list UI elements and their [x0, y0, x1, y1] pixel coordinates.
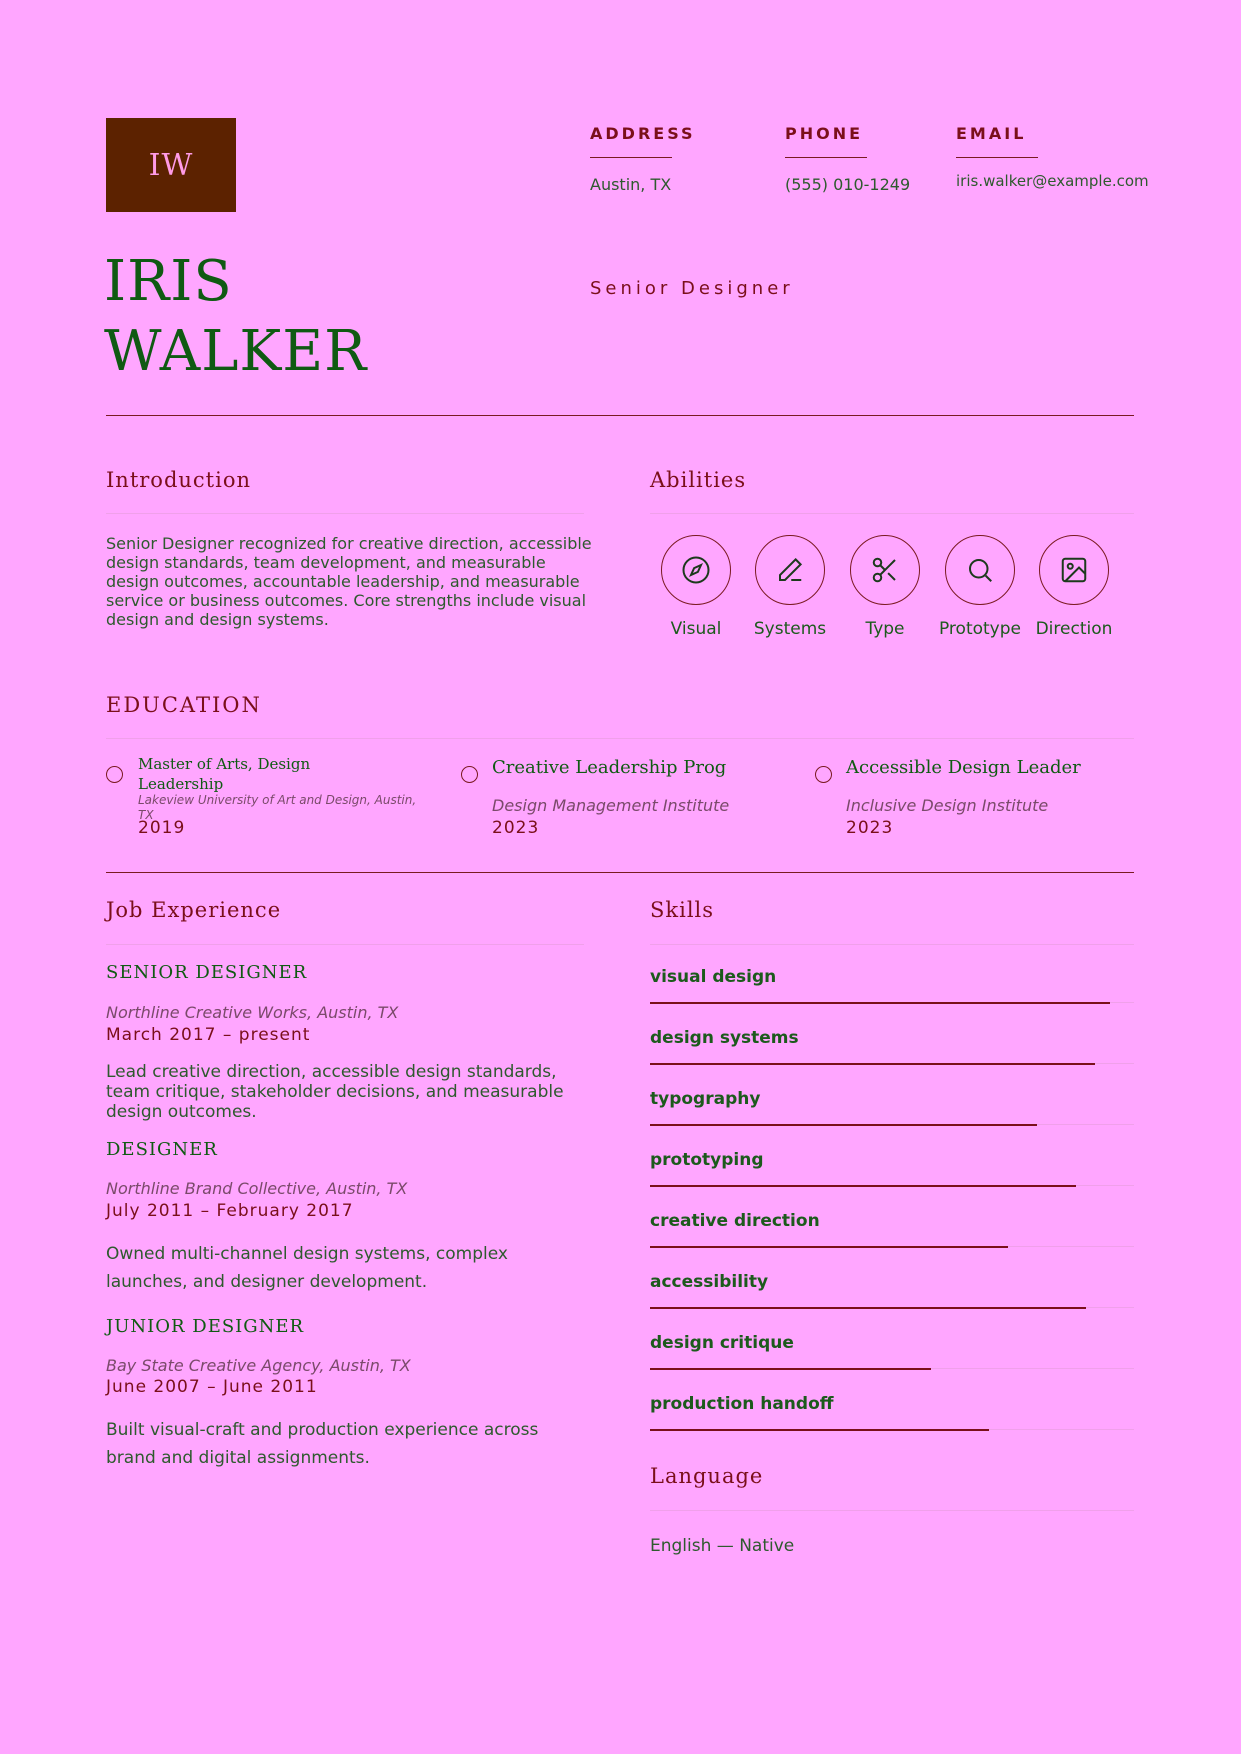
address-value: Austin, TX — [590, 175, 672, 194]
education-divider — [106, 872, 1134, 873]
ability-label: Type — [865, 619, 905, 639]
job-title: SENIOR DESIGNER — [106, 962, 308, 983]
education-degree: Creative Leadership Prog — [492, 757, 727, 778]
education-year: 2023 — [492, 818, 540, 838]
skill-bar — [650, 1307, 1134, 1308]
role-title: Senior Designer — [590, 278, 794, 299]
abilities-rule — [650, 513, 1134, 514]
address-rule — [590, 157, 672, 158]
compass-icon — [681, 555, 711, 585]
scissors-icon — [870, 555, 900, 585]
header-divider — [106, 415, 1134, 416]
address-label: ADDRESS — [590, 124, 696, 143]
skill-bar-fill — [650, 1246, 1008, 1248]
education-institution: Design Management Institute — [492, 796, 730, 815]
phone-value: (555) 010-1249 — [785, 175, 911, 194]
ability-circle — [661, 535, 731, 605]
skill-bar-fill — [650, 1063, 1095, 1065]
skill-bar — [650, 1002, 1134, 1003]
ability-visual — [651, 535, 741, 639]
pen-icon — [775, 555, 805, 585]
ability-label: Visual — [670, 619, 722, 639]
email-label: EMAIL — [956, 124, 1027, 143]
introduction-title: Introduction — [106, 468, 251, 492]
education-degree: Master of Arts, Design Leadership — [138, 755, 311, 793]
education-institution: Inclusive Design Institute — [846, 796, 1049, 815]
language-rule — [650, 1510, 1134, 1511]
education-year: 2019 — [138, 818, 186, 838]
skill-bar-fill — [650, 1429, 989, 1431]
education-title: EDUCATION — [106, 693, 262, 717]
skill-bar-fill — [650, 1124, 1037, 1126]
language-title: Language — [650, 1464, 764, 1488]
skill-label: accessibility — [650, 1272, 769, 1292]
education-bullet — [106, 766, 123, 783]
skill-bar — [650, 1124, 1134, 1125]
search-icon — [965, 555, 995, 585]
skill-bar — [650, 1368, 1134, 1369]
skill-label: design critique — [650, 1333, 794, 1353]
skill-bar — [650, 1246, 1134, 1247]
education-bullet — [815, 766, 832, 783]
skills-title: Skills — [650, 898, 715, 922]
name-last: WALKER — [104, 319, 368, 384]
job-company: Bay State Creative Agency, Austin, TX — [106, 1356, 411, 1375]
email-rule — [956, 157, 1038, 158]
ability-prototype — [935, 535, 1025, 639]
skill-bar-fill — [650, 1002, 1110, 1004]
skill-bar — [650, 1063, 1134, 1064]
ability-circle — [1039, 535, 1109, 605]
job-dates: March 2017 – present — [106, 1025, 311, 1045]
job-description: Lead creative direction, accessible design standards, team critique, stakeholder decisions, and measurable design outcomes. — [106, 1062, 564, 1122]
experience-title: Job Experience — [106, 898, 282, 922]
ability-direction — [1029, 535, 1119, 639]
education-institution: Lakeview University of Art and Design, Austin, TX — [138, 793, 417, 822]
skill-label: design systems — [650, 1028, 799, 1048]
monogram: IW — [106, 118, 236, 212]
ability-circle — [755, 535, 825, 605]
job-dates: June 2007 – June 2011 — [106, 1377, 318, 1397]
job-title: JUNIOR DESIGNER — [106, 1316, 305, 1337]
skill-label: production handoff — [650, 1394, 834, 1414]
job-company: Northline Brand Collective, Austin, TX — [106, 1179, 408, 1198]
ability-circle — [945, 535, 1015, 605]
abilities-title: Abilities — [650, 468, 747, 492]
education-rule — [106, 738, 1134, 739]
education-bullet — [461, 766, 478, 783]
email-value: iris.walker@example.com — [956, 172, 1149, 190]
ability-systems — [745, 535, 835, 639]
skill-bar — [650, 1185, 1134, 1186]
phone-label: PHONE — [785, 124, 864, 143]
job-title: DESIGNER — [106, 1139, 218, 1160]
job-dates: July 2011 – February 2017 — [106, 1201, 354, 1221]
ability-type — [840, 535, 930, 639]
skill-label: creative direction — [650, 1211, 820, 1231]
skill-label: visual design — [650, 967, 777, 987]
name-first: IRIS — [104, 249, 233, 314]
skill-bar — [650, 1429, 1134, 1430]
image-icon — [1059, 555, 1089, 585]
ability-label: Prototype — [938, 619, 1021, 639]
education-degree: Accessible Design Leader — [846, 757, 1081, 778]
experience-rule — [106, 944, 584, 945]
skills-rule — [650, 944, 1134, 945]
ability-label: Systems — [753, 619, 827, 639]
skill-bar-fill — [650, 1307, 1086, 1309]
skill-bar-fill — [650, 1185, 1076, 1187]
job-description: Owned multi-channel design systems, complex launches, and designer development. — [106, 1244, 508, 1292]
skill-bar-fill — [650, 1368, 931, 1370]
introduction-rule — [106, 513, 584, 514]
skill-label: prototyping — [650, 1150, 764, 1170]
job-company: Northline Creative Works, Austin, TX — [106, 1003, 399, 1022]
skill-label: typography — [650, 1089, 761, 1109]
introduction-text: Senior Designer recognized for creative direction, accessible design standards, team development, and measurable design outcomes, accountable leadership, and measurable service or business outcomes. Core strengths include visual design and design systems. — [106, 534, 592, 629]
language-item: English — Native — [650, 1536, 795, 1556]
ability-label: Direction — [1035, 619, 1113, 639]
job-description: Built visual-craft and production experience across brand and digital assignments. — [106, 1420, 539, 1468]
phone-rule — [785, 157, 867, 158]
education-year: 2023 — [846, 818, 894, 838]
ability-circle — [850, 535, 920, 605]
